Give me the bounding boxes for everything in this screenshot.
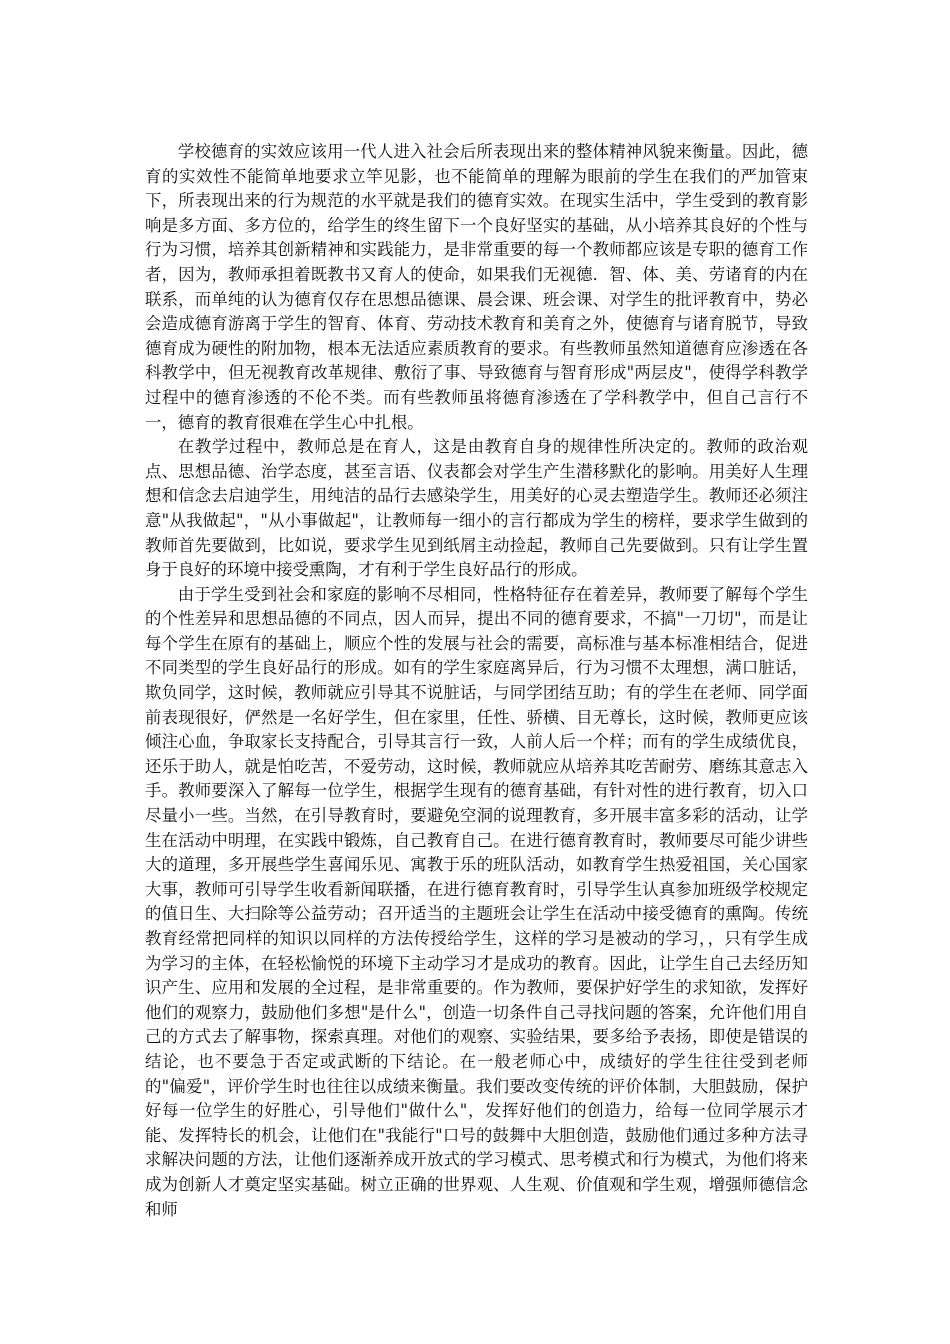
paragraph-2: 在教学过程中，教师总是在育人，这是由教育自身的规律性所决定的。教师的政治观点、思想品德、治学态度，甚至言语、仪表都会对学生产生潜移默化的影响。用美好人生理想和信念去启迪学生，用纯洁的品行去感染学生，用美好的心灵去塑造学生。教师还必须注意"从我做起"，"从小事做起"，让教师每一细小的言行都成为学生的榜样，要求学生做到的教师首先要做到，比如说，要求学生见到纸屑主动捡起，教师自己先要做到。只有让学生置身于良好的环境中接受熏陶，才有利于学生良好品行的形成。	[145, 437, 808, 580]
document-body	[145, 140, 808, 1222]
paragraph-3: 由于学生受到社会和家庭的影响不尽相同，性格特征存在着差异，教师要了解每个学生的个性差异和思想品德的不同点，因人而异，提出不同的德育要求，不搞"一刀切"，而是让每个学生在原有的基础上，顺应个性的发展与社会的需要，高标准与基本标准相结合，促进不同类型的学生良好品行的形成。如有的学生家庭离异后，行为习惯不太理想，满口脏话，欺负同学，这时候，教师就应引导其不说脏话，与同学团结互助；有的学生在老师、同学面前表现很好，俨然是一名好学生，但在家里，任性、骄横、目无尊长，这时候，教师更应该倾注心血，争取家长支持配合，引导其言行一致，人前人后一个样；而有的学生成绩优良，还乐于助人，就是怕吃苦，不爱劳动，这时候，教师就应从培养其吃苦耐劳、磨练其意志入手。教师要深入了解每一位学生，根据学生现有的德育基础，有针对性的进行教育，切入口尽量小一些。当然，在引导教育时，要避免空洞的说理教育，多开展丰富多彩的活动，让学生在活动中明理，在实践中锻炼，自己教育自己。在进行德育教育时，教师要尽可能少讲些大的道理，多开展些学生喜闻乐见、寓教于乐的班队活动，如教育学生热爱祖国，关心国家大事，教师可引导学生收看新闻联播，在进行德育教育时，引导学生认真参加班级学校规定的值日生、大扫除等公益劳动；召开适当的主题班会让学生在活动中接受德育的熏陶。传统教育经常把同样的知识以同样的方法传授给学生，这样的学习是被动的学习，，只有学生成为学习的主体，在轻松愉悦的环境下主动学习才是成功的教育。因此，让学生自己去经历知识产生、应用和发展的全过程，是非常重要的。作为教师，要保护好学生的求知欲，发挥好他们的观察力，鼓励他们多想"是什么"，创造一切条件自己寻找问题的答案，允许他们用自己的方式去了解事物，探索真理。对他们的观察、实验结果，要多给予表扬，即使是错误的结论，也不要急于否定或武断的下结论。在一般老师心中，成绩好的学生往往受到老师的"偏爱"，评价学生时也往往以成绩来衡量。我们要改变传统的评价体制，大胆鼓励，保护好每一位学生的好胜心，引导他们"做什么"，发挥好他们的创造力，给每一位同学展示才能、发挥特长的机会，让他们在"我能行"口号的鼓舞中大胆创造，鼓励他们通过多种方法寻求解决问题的方法，让他们逐渐养成开放式的学习模式、思考模式和行为模式，为他们将来成为创新人才奠定坚实基础。树立正确的世界观、人生观、价值观和学生观，增强师德信念和师	[145, 584, 808, 1219]
paragraph-1: 学校德育的实效应该用一代人进入社会后所表现出来的整体精神风貌来衡量。因此，德育的实效性不能简单地要求立竿见影，也不能简单的理解为眼前的学生在我们的严加管束下，所表现出来的行为规范的水平就是我们的德育实效。在现实生活中，学生受到的教育影响是多方面、多方位的，给学生的终生留下一个良好坚实的基础，从小培养其良好的个性与行为习惯，培养其创新精神和实践能力，是非常重要的每一个教师都应该是专职的德育工作者，因为，教师承担着既教书又育人的使命，如果我们无视德．智、体、美、劳诸育的内在联系，而单纯的认为德育仅存在思想品德课、晨会课、班会课、对学生的批评教育中，势必会造成德育游离于学生的智育、体育、劳动技术教育和美育之外，使德育与诸育脱节，导致德育成为硬性的附加物，根本无法适应素质教育的要求。有些教师虽然知道德育应渗透在各科教学中，但无视教育改革规律、敷衍了事、导致德育与智育形成"两层皮"，使得学科教学过程中的德育渗透的不伦不类。而有些教师虽将德育渗透在了学科教学中，但自己言行不一，德育的教育很难在学生心中扎根。	[145, 142, 808, 432]
